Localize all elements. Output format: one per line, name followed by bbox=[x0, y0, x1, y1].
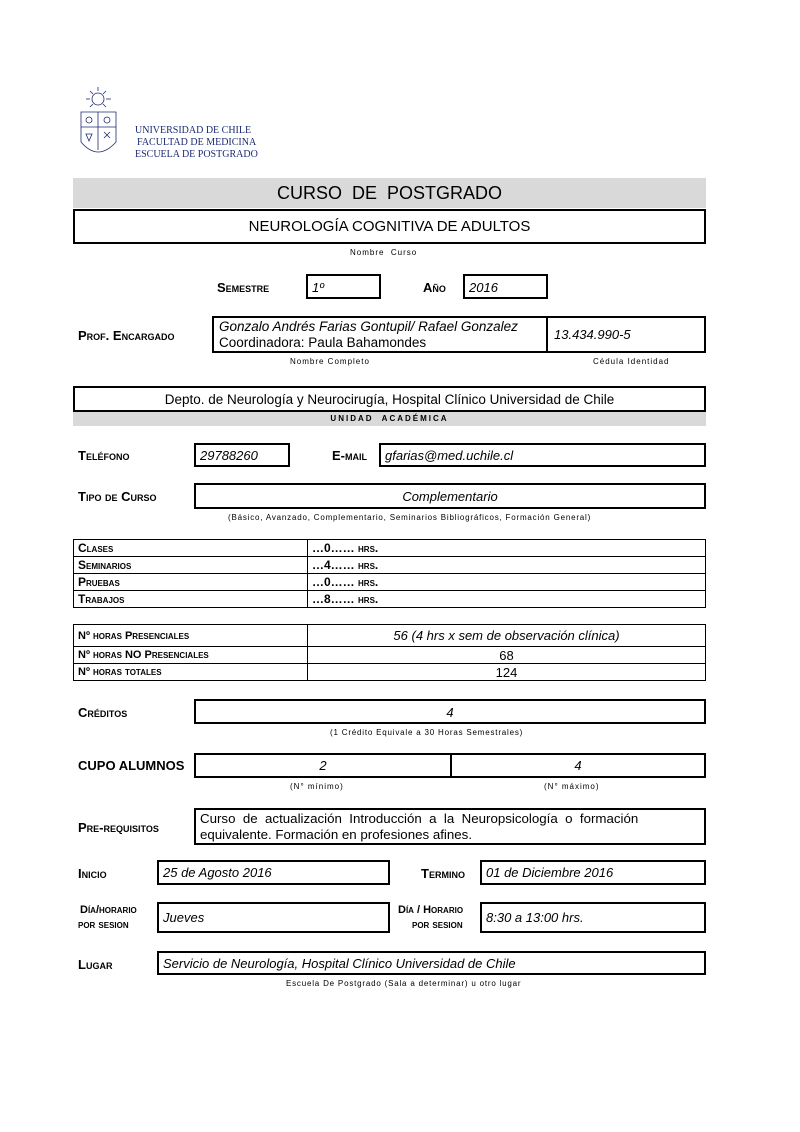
place-value: Servicio de Neurología, Hospital Clínico Universidad de Chile bbox=[163, 956, 516, 971]
place-field bbox=[157, 951, 706, 975]
hours-table bbox=[73, 539, 706, 608]
presential-hours-value: 56 (4 hrs x sem de observación clínica) bbox=[308, 625, 706, 647]
course-name: NEUROLOGÍA COGNITIVA DE ADULTOS bbox=[248, 218, 531, 235]
table-row bbox=[74, 540, 706, 557]
professor-divider bbox=[546, 318, 548, 351]
hours-value-classes: …0…… hrs. bbox=[308, 540, 706, 557]
hours-label-classes: Clases bbox=[74, 540, 308, 557]
logo-line-faculty: FACULTAD DE MEDICINA bbox=[137, 137, 257, 148]
professor-name-caption: Nombre Completo bbox=[290, 357, 370, 366]
academic-unit-caption: UNIDAD ACADÉMICA bbox=[330, 414, 449, 423]
quota-min-caption: (N° mínimo) bbox=[290, 782, 344, 791]
time-field bbox=[480, 902, 706, 933]
time-label-2: por sesion bbox=[412, 919, 463, 931]
course-type-value: Complementario bbox=[402, 489, 498, 504]
table-row bbox=[74, 625, 706, 647]
academic-unit-box bbox=[73, 386, 706, 412]
table-row bbox=[74, 557, 706, 574]
place-caption: Escuela De Postgrado (Sala a determinar) u otro lugar bbox=[286, 979, 522, 988]
credits-field bbox=[194, 699, 706, 724]
semester-field bbox=[306, 274, 381, 299]
table-row bbox=[74, 664, 706, 681]
academic-unit-caption-bar bbox=[73, 412, 706, 426]
banner bbox=[73, 178, 706, 208]
start-field bbox=[157, 860, 390, 885]
semester-label: Semestre bbox=[217, 280, 270, 295]
table-row bbox=[74, 647, 706, 664]
table-row bbox=[74, 591, 706, 608]
hours-value-seminars: …4…… hrs. bbox=[308, 557, 706, 574]
university-seal bbox=[78, 86, 128, 162]
hours-label-works: Trabajos bbox=[74, 591, 308, 608]
prerequisites-field bbox=[194, 808, 706, 845]
credits-label: Créditos bbox=[78, 705, 128, 720]
hours-value-works: …8…… hrs. bbox=[308, 591, 706, 608]
phone-label: Teléfono bbox=[78, 448, 130, 463]
time-value: 8:30 a 13:00 hrs. bbox=[486, 910, 584, 925]
end-field bbox=[480, 860, 706, 885]
day-field bbox=[157, 902, 390, 933]
course-type-field bbox=[194, 483, 706, 509]
year-value: 2016 bbox=[469, 280, 498, 295]
email-field bbox=[379, 443, 706, 467]
quota-label: CUPO ALUMNOS bbox=[78, 758, 185, 773]
year-label: Año bbox=[423, 280, 446, 295]
phone-value: 29788260 bbox=[200, 448, 258, 463]
logo-line-school: ESCUELA DE POSTGRADO bbox=[135, 149, 258, 160]
prerequisites-line1: Curso de actualización Introducción a la Neuropsicología o formación bbox=[200, 811, 639, 826]
hours-value-tests: …0…… hrs. bbox=[308, 574, 706, 591]
quota-min-value: 2 bbox=[319, 758, 327, 773]
time-label-1: Día / Horario bbox=[398, 904, 464, 916]
credits-caption: (1 Crédito Equivale a 30 Horas Semestrales) bbox=[330, 728, 524, 737]
total-hours-label: Nº horas totales bbox=[74, 664, 308, 681]
credits-value: 4 bbox=[446, 705, 454, 720]
course-type-label: Tipo de Curso bbox=[78, 489, 157, 504]
presential-hours-label: Nº horas Presenciales bbox=[74, 625, 308, 647]
professor-field bbox=[212, 316, 706, 353]
start-value: 25 de Agosto 2016 bbox=[163, 865, 272, 880]
start-label: Inicio bbox=[78, 866, 107, 881]
place-label: Lugar bbox=[78, 957, 113, 972]
hour-totals-table bbox=[73, 624, 706, 681]
total-hours-value: 124 bbox=[308, 664, 706, 681]
professor-id: 13.434.990-5 bbox=[554, 327, 631, 342]
quota-field bbox=[194, 753, 706, 778]
banner-title: CURSO DE POSTGRADO bbox=[276, 183, 503, 203]
email-value: gfarias@med.uchile.cl bbox=[385, 448, 514, 463]
logo-line-university: UNIVERSIDAD DE CHILE bbox=[135, 125, 252, 136]
day-label-2: por sesion bbox=[78, 919, 129, 931]
professor-line2: Coordinadora: Paula Bahamondes bbox=[219, 335, 427, 350]
professor-label: Prof. Encargado bbox=[78, 328, 175, 343]
non-presential-hours-label: Nº horas NO Presenciales bbox=[74, 647, 308, 664]
semester-value: 1º bbox=[312, 280, 324, 295]
academic-unit: Depto. de Neurología y Neurocirugía, Hospital Clínico Universidad de Chile bbox=[164, 392, 615, 407]
table-row bbox=[74, 574, 706, 591]
year-field bbox=[463, 274, 548, 299]
professor-id-caption: Cédula Identidad bbox=[593, 357, 670, 366]
prerequisites-label: Pre-requisitos bbox=[78, 820, 159, 835]
course-type-caption: (Básico, Avanzado, Complementario, Seminarios Bibliográficos, Formación General) bbox=[228, 513, 592, 522]
professor-line1: Gonzalo Andrés Farias Gontupil/ Rafael Gonzalez bbox=[219, 319, 518, 334]
prerequisites-line2: equivalente. Formación en profesiones afines. bbox=[200, 827, 473, 842]
course-name-caption: Nombre Curso bbox=[350, 248, 418, 257]
non-presential-hours-value: 68 bbox=[308, 647, 706, 664]
phone-field bbox=[194, 443, 290, 467]
quota-max-caption: (N° máximo) bbox=[544, 782, 600, 791]
day-value: Jueves bbox=[163, 910, 205, 925]
hours-label-tests: Pruebas bbox=[74, 574, 308, 591]
end-value: 01 de Diciembre 2016 bbox=[486, 865, 614, 880]
hours-label-seminars: Seminarios bbox=[74, 557, 308, 574]
email-label: E-mail bbox=[332, 448, 367, 463]
quota-max-value: 4 bbox=[574, 758, 582, 773]
course-name-box bbox=[73, 209, 706, 244]
end-label: Termino bbox=[421, 866, 465, 881]
day-label-1: Día/horario bbox=[80, 904, 137, 916]
